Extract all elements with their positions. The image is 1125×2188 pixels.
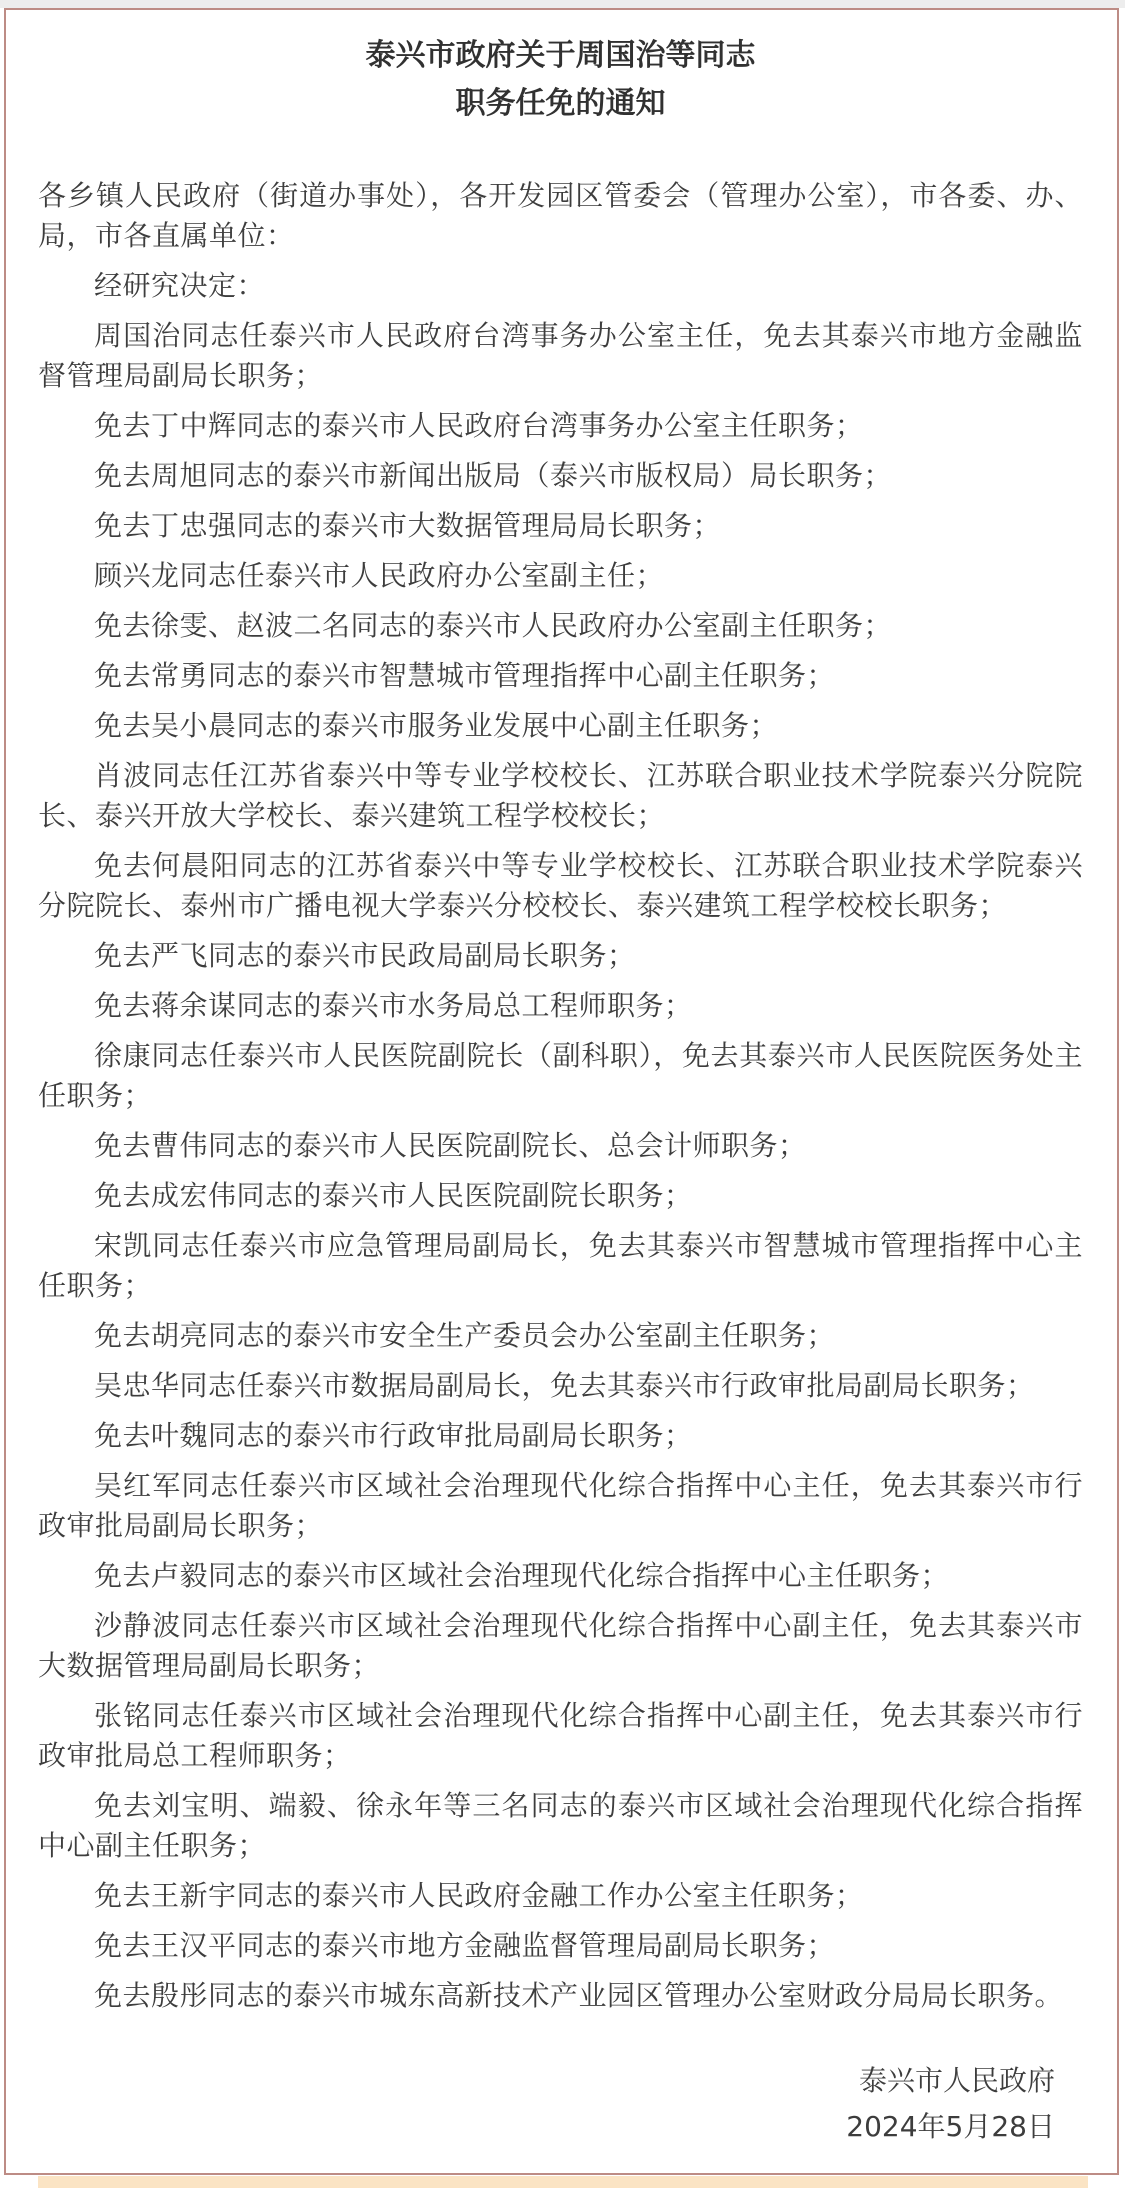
signer-name: 泰兴市人民政府 [858, 2064, 1055, 2097]
notice-item: 顾兴龙同志任泰兴市人民政府办公室副主任； [94, 559, 665, 592]
notice-item: 免去丁中辉同志的泰兴市人民政府台湾事务办公室主任职务； [94, 409, 864, 442]
notice-item: 免去王汉平同志的泰兴市地方金融监督管理局副局长职务； [94, 1929, 836, 1962]
notice-item: 徐康同志任泰兴市人民医院副院长（副科职），免去其泰兴市人民医院医务处主任职务； [38, 1039, 1083, 1112]
notice-item: 沙静波同志任泰兴市区域社会治理现代化综合指挥中心副主任，免去其泰兴市大数据管理局副局长职务； [38, 1609, 1083, 1682]
notice-body [38, 176, 1083, 2016]
notice-item: 免去殷彤同志的泰兴市城东高新技术产业园区管理办公室财政分局局长职务。 [94, 1979, 1064, 2012]
salutation: 各乡镇人民政府（街道办事处），各开发园区管委会（管理办公室），市各委、办、局，市各直属单位： [38, 179, 1083, 252]
top-edge-strip [0, 0, 1125, 8]
notice-item: 肖波同志任江苏省泰兴中等专业学校校长、江苏联合职业技术学院泰兴分院院长、泰兴开放大学校长、泰兴建筑工程学校校长； [38, 759, 1083, 832]
notice-item: 免去刘宝明、端毅、徐永年等三名同志的泰兴市区域社会治理现代化综合指挥中心副主任职务； [38, 1789, 1083, 1862]
notice-item: 周国治同志任泰兴市人民政府台湾事务办公室主任，免去其泰兴市地方金融监督管理局副局长职务； [38, 319, 1083, 392]
notice-item: 免去丁忠强同志的泰兴市大数据管理局局长职务； [94, 509, 722, 542]
notice-item: 免去曹伟同志的泰兴市人民医院副院长、总会计师职务； [94, 1129, 807, 1162]
notice-item: 免去王新宇同志的泰兴市人民政府金融工作办公室主任职务； [94, 1879, 864, 1912]
page-title [38, 32, 1083, 128]
notice-item: 宋凯同志任泰兴市应急管理局副局长，免去其泰兴市智慧城市管理指挥中心主任职务； [38, 1229, 1083, 1302]
notice-date: 2024年5月28日 [846, 2110, 1055, 2143]
notice-page [4, 8, 1119, 2175]
notice-item: 吴红军同志任泰兴市区域社会治理现代化综合指挥中心主任，免去其泰兴市行政审批局副局长职务； [38, 1469, 1083, 1542]
notice-item: 吴忠华同志任泰兴市数据局副局长，免去其泰兴市行政审批局副局长职务； [94, 1369, 1035, 1402]
page-title-line-2: 职务任免的通知 [455, 86, 666, 121]
notice-item: 免去叶魏同志的泰兴市行政审批局副局长职务； [94, 1419, 693, 1452]
notice-item: 免去周旭同志的泰兴市新闻出版局（泰兴市版权局）局长职务； [94, 459, 893, 492]
notice-item: 免去胡亮同志的泰兴市安全生产委员会办公室副主任职务； [94, 1319, 836, 1352]
notice-item: 免去严飞同志的泰兴市民政局副局长职务； [94, 939, 636, 972]
decision-lead: 经研究决定： [94, 269, 266, 302]
footer-strip [38, 2176, 1088, 2188]
notice-item: 免去吴小晨同志的泰兴市服务业发展中心副主任职务； [94, 709, 779, 742]
notice-item: 免去常勇同志的泰兴市智慧城市管理指挥中心副主任职务； [94, 659, 836, 692]
signature-block [38, 2058, 1083, 2150]
notice-item: 张铭同志任泰兴市区域社会治理现代化综合指挥中心副主任，免去其泰兴市行政审批局总工程师职务； [38, 1699, 1083, 1772]
notice-items [38, 316, 1083, 2016]
notice-item: 免去徐雯、赵波二名同志的泰兴市人民政府办公室副主任职务； [94, 609, 893, 642]
notice-item: 免去卢毅同志的泰兴市区域社会治理现代化综合指挥中心主任职务； [94, 1559, 950, 1592]
notice-item: 免去何晨阳同志的江苏省泰兴中等专业学校校长、江苏联合职业技术学院泰兴分院院长、泰州市广播电视大学泰兴分校校长、泰兴建筑工程学校校长职务； [38, 849, 1083, 922]
notice-item: 免去蒋余谋同志的泰兴市水务局总工程师职务； [94, 989, 693, 1022]
page-title-line-1: 泰兴市政府关于周国治等同志 [365, 38, 756, 73]
notice-item: 免去成宏伟同志的泰兴市人民医院副院长职务； [94, 1179, 693, 1212]
